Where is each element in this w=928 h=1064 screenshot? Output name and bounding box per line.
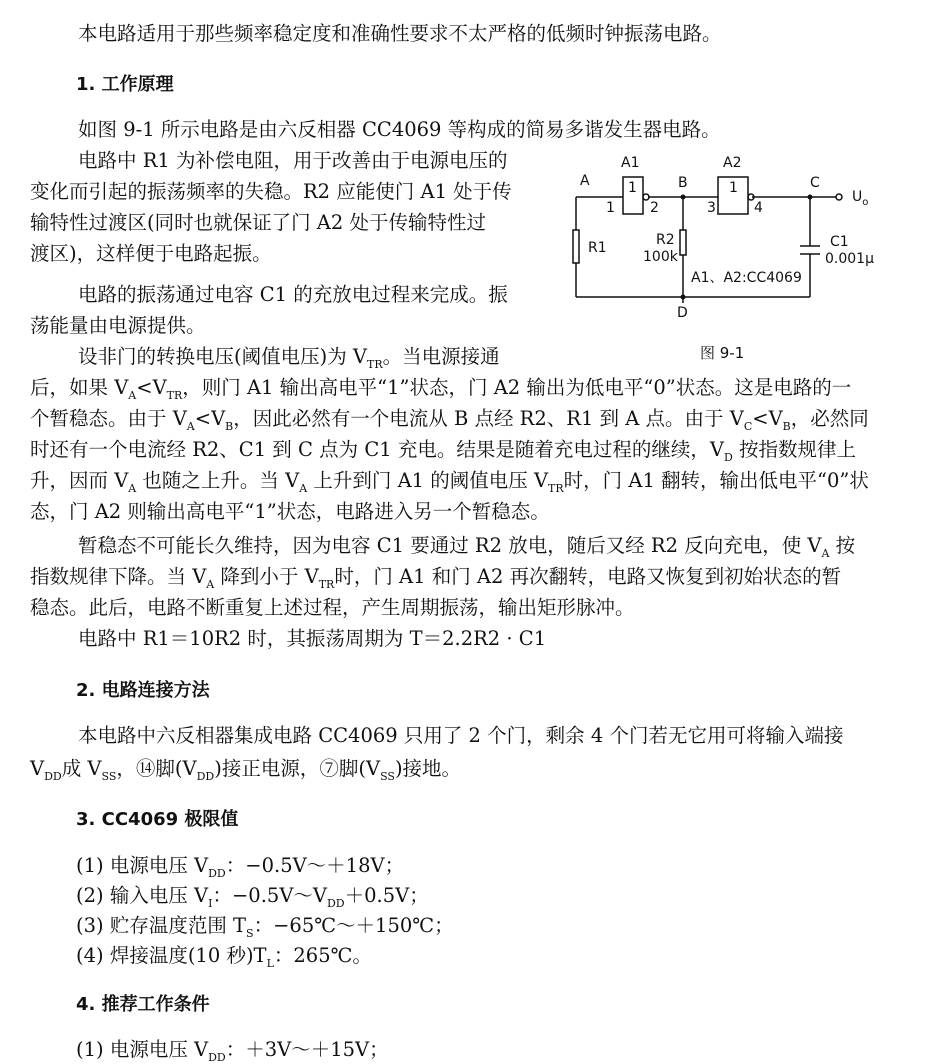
c1-value: 0.001μ bbox=[825, 251, 874, 267]
text: <V bbox=[136, 376, 167, 399]
text: 时还有一个电流经 R2、C1 到 C 点为 C1 充电。结果是随着充电过程的继续，V bbox=[30, 438, 724, 461]
sub: I bbox=[208, 896, 213, 910]
text: 时，门 A1 翻转，输出低电平“0”状 bbox=[563, 469, 869, 492]
junction-c bbox=[808, 195, 813, 200]
text: ：−0.5V～V bbox=[212, 884, 327, 907]
sub: A bbox=[821, 546, 830, 560]
pin-3-label: 3 bbox=[707, 200, 716, 216]
node-a-label: A bbox=[580, 173, 590, 189]
sub: A bbox=[128, 481, 137, 495]
text: 设非门的转换电压(阈值电压)为 V bbox=[78, 345, 367, 368]
text: 按指数规律上 bbox=[732, 438, 856, 461]
section-2-heading: 2. 电路连接方法 bbox=[76, 680, 210, 701]
recommended-item bbox=[76, 1034, 389, 1064]
text: 升，因而 V bbox=[30, 469, 129, 492]
principle-p6: 电路中 R1＝10R2 时，其振荡周期为 T＝2.2R2 · C1 bbox=[78, 627, 547, 650]
figure-caption: 图 9-1 bbox=[700, 344, 745, 362]
sub: DD bbox=[44, 769, 62, 783]
resistor-r1 bbox=[573, 230, 579, 263]
text: (2) 输入电压 V bbox=[76, 884, 209, 907]
limit-item bbox=[76, 880, 429, 910]
pin-1-label: 1 bbox=[606, 200, 615, 216]
limit-item bbox=[76, 940, 372, 970]
sub: S bbox=[246, 926, 254, 940]
output-sub: o bbox=[862, 197, 869, 208]
text: (1) 电源电压 V bbox=[76, 1038, 209, 1061]
limit-item bbox=[76, 910, 454, 940]
text: 上升到门 A1 的阈值电压 V bbox=[307, 469, 549, 492]
principle-p3-line2: 荡能量由电源提供。 bbox=[30, 314, 206, 337]
sub: DD bbox=[208, 866, 226, 880]
sub: TR bbox=[318, 577, 335, 591]
connection-line1: 本电路中六反相器集成电路 CC4069 只用了 2 个门，剩余 4 个门若无它用可将输入端接 bbox=[78, 724, 844, 747]
sub: TR bbox=[166, 388, 183, 402]
sub: TR bbox=[367, 357, 383, 371]
r1-label: R1 bbox=[588, 240, 607, 256]
sub: TR bbox=[548, 481, 564, 495]
r2-value: 100k bbox=[643, 249, 678, 265]
junction-d bbox=[681, 295, 686, 300]
text: V bbox=[30, 757, 45, 780]
sub: A bbox=[299, 481, 308, 495]
text: 。当电源接通 bbox=[382, 345, 500, 368]
circuit-diagram bbox=[568, 150, 908, 365]
sub: A bbox=[186, 419, 195, 433]
gate-a1-symbol: 1 bbox=[628, 180, 637, 196]
principle-p1: 如图 9-1 所示电路是由六反相器 CC4069 等构成的简易多谐发生器电路。 bbox=[78, 118, 721, 141]
principle-p2-line1: 电路中 R1 为补偿电阻，用于改善由于电源电压的 bbox=[78, 149, 508, 172]
text: ，必然同 bbox=[790, 407, 869, 430]
sub: DD bbox=[326, 896, 345, 910]
text: ：−0.5V～＋18V； bbox=[225, 854, 405, 877]
junction-b bbox=[681, 195, 686, 200]
text: 个暂稳态。由于 V bbox=[30, 407, 187, 430]
text: 时，门 A1 和门 A2 再次翻转，电路又恢复到初始状态的暂 bbox=[334, 565, 842, 588]
sub: B bbox=[782, 419, 791, 433]
pin-4-label: 4 bbox=[754, 200, 763, 216]
sub: C bbox=[743, 419, 753, 433]
principle-p4-line6: 态，门 A2 则输出高电平“1”状态，电路进入另一个暂稳态。 bbox=[30, 500, 550, 523]
sub: SS bbox=[101, 769, 117, 783]
node-b-label: B bbox=[678, 175, 688, 191]
output-terminal bbox=[836, 194, 842, 200]
output-label bbox=[852, 189, 868, 208]
gate-a2-label: A2 bbox=[723, 155, 742, 171]
principle-p2-line3: 输特性过渡区(同时也就保证了门 A2 处于传输特性过 bbox=[30, 211, 486, 234]
intro-paragraph bbox=[78, 18, 908, 49]
text: (3) 贮存温度范围 T bbox=[76, 914, 247, 937]
sub: B bbox=[225, 419, 234, 433]
sub: SS bbox=[380, 769, 395, 783]
text: ：＋3V～＋15V； bbox=[225, 1038, 389, 1061]
sub: A bbox=[128, 388, 137, 402]
gate-a2-symbol: 1 bbox=[729, 180, 738, 196]
text: 也随之上升。当 V bbox=[136, 469, 300, 492]
text: 按 bbox=[829, 534, 856, 557]
sub: L bbox=[266, 956, 274, 970]
section-3-heading: 3. CC4069 极限值 bbox=[76, 809, 239, 830]
text: 成 V bbox=[61, 757, 102, 780]
sub: DD bbox=[196, 769, 215, 783]
text: ＋0.5V； bbox=[344, 884, 429, 907]
intro-text: 本电路适用于那些频率稳定度和准确性要求不太严格的低频时钟振荡电路。 bbox=[78, 22, 722, 45]
text: ，因此必然有一个电流从 B 点经 R2、R1 到 A 点。由于 V bbox=[233, 407, 744, 430]
sub: A bbox=[206, 577, 215, 591]
text: )接正电源，⑦脚(V bbox=[214, 757, 381, 780]
text: )接地。 bbox=[394, 757, 462, 780]
principle-p2-line2: 变化而引起的振荡频率的失稳。R2 应能使门 A1 处于传 bbox=[30, 180, 512, 203]
section-4-heading: 4. 推荐工作条件 bbox=[76, 994, 210, 1015]
resistor-r2 bbox=[680, 230, 686, 255]
pin-2-label: 2 bbox=[650, 200, 659, 216]
gate-a1-label: A1 bbox=[621, 155, 640, 171]
text: ，⑭脚(V bbox=[116, 757, 197, 780]
node-c-label: C bbox=[810, 175, 820, 191]
node-d-label: D bbox=[677, 305, 688, 321]
principle-p3-line1: 电路的振荡通过电容 C1 的充放电过程来完成。振 bbox=[78, 283, 508, 306]
text: ：265℃。 bbox=[273, 944, 372, 967]
sub: D bbox=[723, 450, 733, 464]
r2-label: R2 bbox=[656, 232, 675, 248]
text: ，则门 A1 输出高电平“1”状态，门 A2 输出为低电平“0”状态。这是电路的一 bbox=[182, 376, 852, 399]
ic-note: A1、A2:CC4069 bbox=[691, 270, 802, 286]
text: <V bbox=[194, 407, 226, 430]
principle-p2-line4: 渡区)，这样便于电路起振。 bbox=[30, 242, 272, 265]
text: <V bbox=[752, 407, 783, 430]
principle-p5-line3: 稳态。此后，电路不断重复上述过程，产生周期振荡，输出矩形脉冲。 bbox=[30, 596, 635, 619]
limit-item bbox=[76, 850, 404, 880]
text: 暂稳态不可能长久维持，因为电容 C1 要通过 R2 放电，随后又经 R2 反向充电，使 V bbox=[78, 534, 822, 557]
text: ：−65℃～＋150℃； bbox=[253, 914, 454, 937]
text: 指数规律下降。当 V bbox=[30, 565, 207, 588]
output-u: U bbox=[852, 189, 863, 205]
c1-label: C1 bbox=[830, 234, 849, 250]
sub: DD bbox=[208, 1050, 226, 1064]
text: (1) 电源电压 V bbox=[76, 854, 209, 877]
text: 后，如果 V bbox=[30, 376, 129, 399]
section-1-heading: 1. 工作原理 bbox=[76, 74, 174, 95]
text: 降到小于 V bbox=[214, 565, 319, 588]
connection-line2 bbox=[30, 753, 461, 792]
text: (4) 焊接温度(10 秒)T bbox=[76, 944, 267, 967]
